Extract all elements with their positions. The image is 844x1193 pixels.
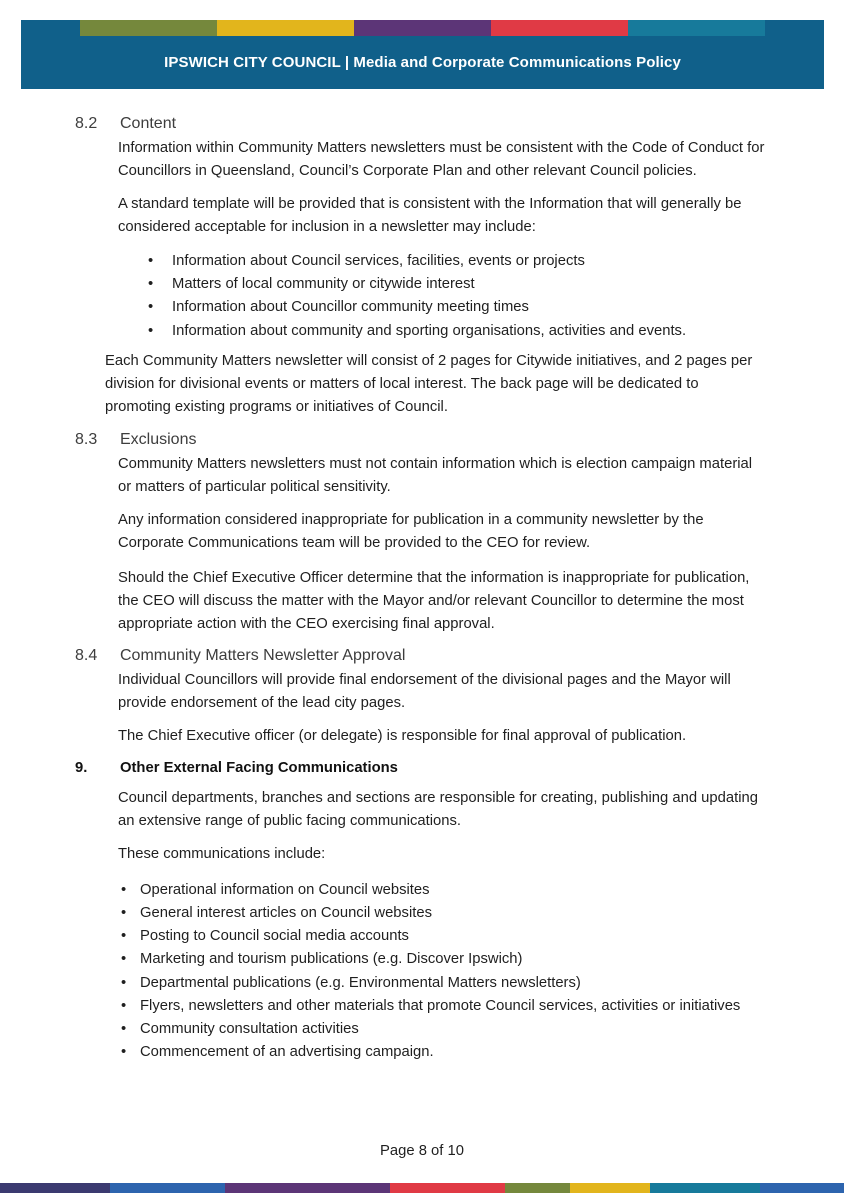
bullet-item: • Departmental publications (e.g. Environmental Matters newsletters)	[121, 972, 766, 995]
section-number: 8.4	[75, 646, 98, 664]
paragraph: Should the Chief Executive Officer determine that the information is inappropriate for publication, the CEO will discuss the matter with the Mayor and/or relevant Councillor to determine the most appropriate action with the CEO exercising final approval.	[118, 569, 750, 632]
bullet-item: • Information about Councillor community meeting times	[148, 296, 766, 319]
section-number: 9.	[75, 759, 88, 776]
section-heading-8-2	[0, 113, 844, 134]
section-heading-8-3	[0, 429, 844, 450]
stripe-segment-yellow	[217, 20, 354, 36]
stripe-segment-purple	[354, 20, 491, 36]
document-title: IPSWICH CITY COUNCIL | Media and Corporate Communications Policy	[164, 54, 681, 71]
bullet-item: • Flyers, newsletters and other materials that promote Council services, activities or initiatives	[121, 995, 766, 1018]
bullet-item: • Community consultation activities	[121, 1018, 766, 1041]
stripe-segment-teal	[628, 20, 765, 36]
stripe-segment-red	[491, 20, 628, 36]
footer-page-number: Page 8 of 10	[380, 1143, 464, 1159]
header-band	[21, 20, 824, 89]
bullet-item: • Information about Council services, facilities, events or projects	[148, 250, 766, 273]
paragraph: Community Matters newsletters must not contain information which is election campaign material or matters of particular political sensitivity.	[118, 455, 753, 495]
section-number: 8.2	[75, 115, 98, 132]
bullet-item: • Commencement of an advertising campaign.	[121, 1041, 766, 1064]
paragraph: These communications include:	[118, 845, 326, 862]
section-heading-8-4	[0, 645, 844, 666]
paragraph: Information within Community Matters newsletters must be consistent with the Code of Conduct for Councillors in Queensland, Council’s Corporate Plan and other relevant Council policies.	[118, 140, 765, 179]
stripe-segment-blue	[110, 1183, 225, 1193]
stripe-segment-green	[505, 1183, 570, 1193]
stripe-segment-purple	[225, 1183, 390, 1193]
section-heading-9	[0, 758, 844, 778]
section-title: Other External Facing Communications	[120, 759, 398, 776]
stripe-segment-yellow	[570, 1183, 650, 1193]
paragraph: Council departments, branches and sections are responsible for creating, publishing and updating an extensive range of public facing communications.	[118, 789, 758, 829]
document-body	[0, 89, 844, 1064]
bullet-item: • Marketing and tourism publications (e.g. Discover Ipswich)	[121, 948, 766, 971]
section-title: Community Matters Newsletter Approval	[120, 646, 406, 664]
section-title: Exclusions	[120, 430, 197, 448]
paragraph: A standard template will be provided that is consistent with the Information that will generally be considered acceptable for inclusion in a newsletter may include:	[118, 196, 742, 235]
paragraph: Any information considered inappropriate for publication in a community newsletter by the Corporate Communications team will be provided to the CEO for review.	[118, 511, 704, 551]
bullet-item: • Matters of local community or citywide interest	[148, 273, 766, 296]
stripe-segment-teal	[650, 1183, 760, 1193]
paragraph: Individual Councillors will provide final endorsement of the divisional pages and the Mayor will provide endorsement of the lead city pages.	[118, 671, 731, 711]
bullet-list	[121, 879, 766, 1065]
bullet-item: • General interest articles on Council websites	[121, 902, 766, 925]
bullet-item: • Information about community and sporting organisations, activities and events.	[148, 320, 766, 343]
paragraph: The Chief Executive officer (or delegate) is responsible for final approval of publication.	[118, 727, 687, 744]
header-color-stripe	[80, 20, 765, 36]
stripe-segment-green	[80, 20, 217, 36]
stripe-segment-navy	[0, 1183, 110, 1193]
section-number: 8.3	[75, 430, 98, 448]
footer-color-stripe	[0, 1183, 844, 1193]
stripe-segment-red	[390, 1183, 505, 1193]
stripe-segment-blue2	[760, 1183, 844, 1193]
section-title: Content	[120, 115, 177, 132]
bullet-list	[148, 250, 766, 343]
bullet-item: • Posting to Council social media accounts	[121, 925, 766, 948]
bullet-item: • Operational information on Council websites	[121, 879, 766, 902]
paragraph: Each Community Matters newsletter will consist of 2 pages for Citywide initiatives, and 2 pages per division for divisional events or matters of local interest. The back page will be dedicated to promoting existing programs or initiatives of Council.	[105, 352, 753, 415]
